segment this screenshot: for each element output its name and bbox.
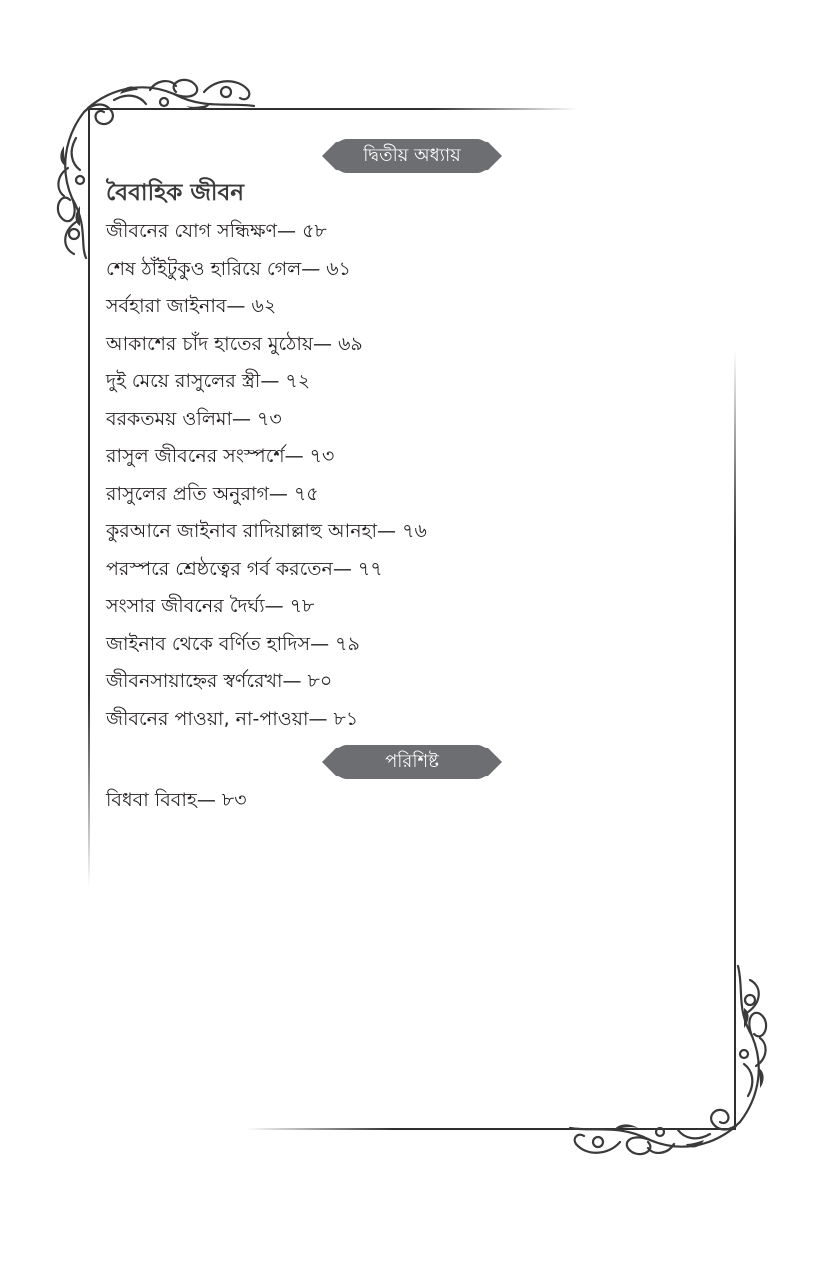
toc-entry[interactable]: জীবনের যোগ সন্ধিক্ষণ— ৫৮	[106, 220, 327, 242]
chapter-banner	[322, 139, 502, 173]
toc-entry[interactable]: দুই মেয়ে রাসুলের স্ত্রী— ৭২	[106, 370, 311, 392]
floral-corner-ornament-icon	[560, 952, 770, 1162]
appendix-entry[interactable]: বিধবা বিবাহ— ৮৩	[106, 789, 247, 811]
appendix-banner-label: পরিশিষ্ট	[385, 751, 439, 772]
toc-entry[interactable]: জাইনাব থেকে বর্ণিত হাদিস— ৭৯	[106, 632, 360, 655]
section-title: বৈবাহিক জীবন	[106, 180, 245, 206]
toc-entry[interactable]: শেষ ঠাঁইটুকুও হারিয়ে গেল— ৬১	[106, 257, 351, 280]
toc-entry[interactable]: রাসুল জীবনের সংস্পর্শে— ৭৩	[106, 445, 335, 467]
toc-entry[interactable]: জীবনসায়াহ্নের স্বর্ণরেখা— ৮০	[106, 670, 333, 692]
toc-entry[interactable]: বরকতময় ওলিমা— ৭৩	[106, 407, 282, 430]
toc-entry[interactable]: পরস্পরে শ্রেষ্ঠত্বের গর্ব করতেন— ৭৭	[106, 557, 383, 580]
toc-entry[interactable]: আকাশের চাঁদ হাতের মুঠোয়— ৬৯	[106, 332, 363, 355]
appendix-banner	[322, 745, 502, 779]
toc-entry[interactable]: রাসুলের প্রতি অনুরাগ— ৭৫	[106, 482, 319, 505]
toc-list	[106, 213, 427, 738]
chapter-banner-label: দ্বিতীয় অধ্যায়	[363, 145, 461, 166]
appendix-list	[106, 782, 247, 820]
toc-entry[interactable]: সংসার জীবনের দৈর্ঘ্য— ৭৮	[106, 595, 315, 617]
toc-entry[interactable]: জীবনের পাওয়া, না-পাওয়া— ৮১	[106, 707, 359, 730]
toc-entry[interactable]: সর্বহারা জাইনাব— ৬২	[106, 295, 277, 317]
toc-entry[interactable]: কুরআনে জাইনাব রাদিয়াল্লাহু আনহা— ৭৬	[106, 520, 427, 542]
